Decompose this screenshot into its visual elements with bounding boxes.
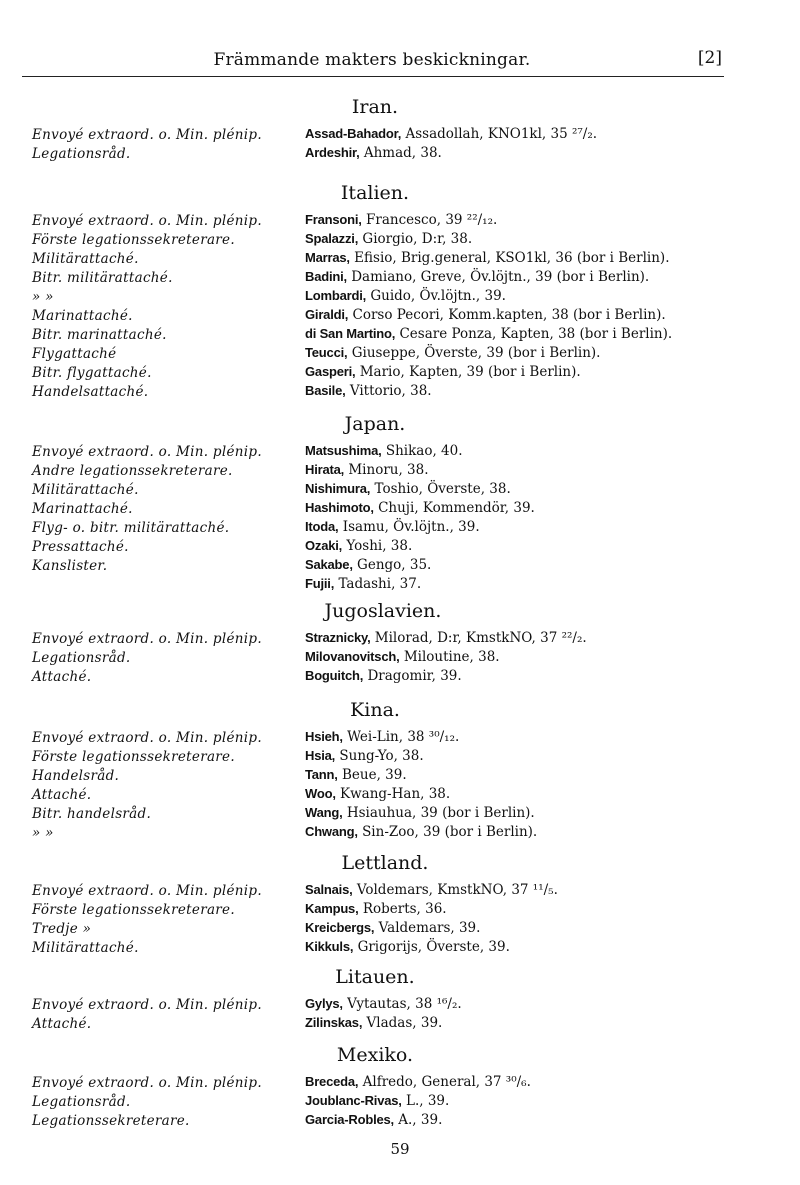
country-heading: Lettland. xyxy=(341,852,429,874)
person-details: L., 39. xyxy=(406,1093,450,1109)
person-entry xyxy=(305,143,745,162)
person-entry xyxy=(305,803,745,822)
person-details: Giuseppe, Överste, 39 (bor i Berlin). xyxy=(351,345,601,361)
person-surname: Joublanc-Rivas, xyxy=(305,1093,402,1108)
person-surname: Nishimura, xyxy=(305,481,371,496)
person-entry xyxy=(305,937,745,956)
person-details: Shikao, 40. xyxy=(385,443,463,459)
person-surname: Fransoni, xyxy=(305,212,362,227)
person-surname: Hirata, xyxy=(305,462,345,477)
diplomatic-title: Pressattaché. xyxy=(32,539,129,555)
diplomatic-title: Envoyé extraord. o. Min. plénip. xyxy=(32,730,262,746)
diplomatic-title: Andre legationssekreterare. xyxy=(32,463,233,479)
person-surname: Boguitch, xyxy=(305,668,364,683)
person-details: Minoru, 38. xyxy=(348,462,429,478)
person-entry xyxy=(305,784,745,803)
diplomatic-title: Förste legationssekreterare. xyxy=(32,749,235,765)
person-entry xyxy=(305,727,745,746)
person-surname: Itoda, xyxy=(305,519,339,534)
diplomatic-title: Legationsråd. xyxy=(32,650,131,666)
person-surname: Hsieh, xyxy=(305,729,343,744)
person-entry xyxy=(305,305,745,324)
diplomatic-title: Envoyé extraord. o. Min. plénip. xyxy=(32,997,262,1013)
person-entry xyxy=(305,536,745,555)
person-surname: Ardeshir, xyxy=(305,145,360,160)
person-surname: Badini, xyxy=(305,269,347,284)
diplomatic-title: Attaché. xyxy=(32,787,92,803)
person-details: Kwang-Han, 38. xyxy=(340,786,451,802)
person-entry xyxy=(305,628,745,647)
running-title: Främmande makters beskickningar. xyxy=(213,50,531,70)
names-column xyxy=(305,994,745,1032)
person-entry xyxy=(305,1110,745,1129)
page-number: 59 xyxy=(390,1140,410,1158)
person-details: Milorad, D:r, KmstkNO, 37 ²²/₂. xyxy=(374,630,587,646)
country-heading: Japan. xyxy=(344,413,406,435)
person-entry xyxy=(305,498,745,517)
diplomatic-title: Flygattaché xyxy=(32,346,117,362)
person-details: Wei-Lin, 38 ³⁰/₁₂. xyxy=(347,729,460,745)
diplomatic-title: Flyg- o. bitr. militärattaché. xyxy=(32,520,230,536)
person-entry xyxy=(305,441,745,460)
person-entry xyxy=(305,822,745,841)
names-column xyxy=(305,628,745,685)
person-surname: Basile, xyxy=(305,383,346,398)
diplomatic-title: Envoyé extraord. o. Min. plénip. xyxy=(32,1075,262,1091)
person-surname: Zilinskas, xyxy=(305,1015,363,1030)
person-entry xyxy=(305,1013,745,1032)
diplomatic-title: Handelsattaché. xyxy=(32,384,149,400)
person-details: Sung-Yo, 38. xyxy=(339,748,424,764)
person-details: Mario, Kapten, 39 (bor i Berlin). xyxy=(359,364,581,380)
names-column xyxy=(305,727,745,841)
person-details: Efisio, Brig.general, KSO1kl, 36 (bor i Berlin). xyxy=(354,250,670,266)
diplomatic-title: Attaché. xyxy=(32,1016,92,1032)
person-details: Valdemars, 39. xyxy=(378,920,481,936)
diplomatic-title: Förste legationssekreterare. xyxy=(32,902,235,918)
person-surname: Giraldi, xyxy=(305,307,349,322)
person-surname: Kikkuls, xyxy=(305,939,354,954)
person-details: A., 39. xyxy=(398,1112,443,1128)
title-column xyxy=(32,212,302,402)
person-entry xyxy=(305,574,745,593)
diplomatic-title: Handelsråd. xyxy=(32,768,120,784)
person-entry xyxy=(305,1072,745,1091)
person-details: Toshio, Överste, 38. xyxy=(374,481,511,497)
country-heading: Iran. xyxy=(351,96,399,118)
person-details: Grigorijs, Överste, 39. xyxy=(357,939,510,955)
country-heading: Kina. xyxy=(350,699,400,721)
names-column xyxy=(305,441,745,593)
diplomatic-title: Envoyé extraord. o. Min. plénip. xyxy=(32,631,262,647)
person-entry xyxy=(305,286,745,305)
person-surname: Ozaki, xyxy=(305,538,343,553)
diplomatic-title: Marinattaché. xyxy=(32,501,133,517)
person-entry xyxy=(305,479,745,498)
country-heading: Italien. xyxy=(340,182,410,204)
person-entry xyxy=(305,229,745,248)
diplomatic-title: Förste legationssekreterare. xyxy=(32,232,235,248)
person-details: Vytautas, 38 ¹⁶/₂. xyxy=(347,996,462,1012)
person-entry xyxy=(305,994,745,1013)
diplomatic-title: Militärattaché. xyxy=(32,251,139,267)
person-details: Roberts, 36. xyxy=(362,901,447,917)
person-details: Alfredo, General, 37 ³⁰/₆. xyxy=(362,1074,531,1090)
person-details: Francesco, 39 ²²/₁₂. xyxy=(366,212,498,228)
person-entry xyxy=(305,248,745,267)
diplomatic-title: » » xyxy=(32,825,54,841)
person-details: Gengo, 35. xyxy=(357,557,432,573)
diplomatic-title: Envoyé extraord. o. Min. plénip. xyxy=(32,444,262,460)
person-surname: Gasperi, xyxy=(305,364,356,379)
person-entry xyxy=(305,1091,745,1110)
person-entry xyxy=(305,517,745,536)
diplomatic-title: Militärattaché. xyxy=(32,482,139,498)
person-details: Dragomir, 39. xyxy=(367,668,462,684)
person-entry xyxy=(305,124,745,143)
person-surname: Kreicbergs, xyxy=(305,920,375,935)
person-surname: Chwang, xyxy=(305,824,358,839)
title-column xyxy=(32,996,302,1034)
person-entry xyxy=(305,362,745,381)
person-surname: Tann, xyxy=(305,767,338,782)
person-details: Tadashi, 37. xyxy=(338,576,422,592)
person-surname: Gylys, xyxy=(305,996,343,1011)
person-surname: Fujii, xyxy=(305,576,335,591)
person-entry xyxy=(305,267,745,286)
names-column xyxy=(305,210,745,400)
diplomatic-title: Bitr. marinattaché. xyxy=(32,327,167,343)
person-details: Sin-Zoo, 39 (bor i Berlin). xyxy=(362,824,538,840)
person-surname: Assad-Bahador, xyxy=(305,126,402,141)
country-heading: Jugoslavien. xyxy=(324,600,442,622)
person-details: Chuji, Kommendör, 39. xyxy=(378,500,535,516)
person-entry xyxy=(305,666,745,685)
person-entry xyxy=(305,918,745,937)
person-surname: Teucci, xyxy=(305,345,348,360)
person-details: Miloutine, 38. xyxy=(403,649,500,665)
diplomatic-title: Bitr. militärattaché. xyxy=(32,270,173,286)
diplomatic-title: Legationssekreterare. xyxy=(32,1113,190,1129)
person-surname: Matsushima, xyxy=(305,443,382,458)
person-entry xyxy=(305,555,745,574)
header-rule xyxy=(22,76,724,77)
title-column xyxy=(32,630,302,687)
names-column xyxy=(305,124,745,162)
person-details: Hsiauhua, 39 (bor i Berlin). xyxy=(346,805,535,821)
diplomatic-title: Bitr. flygattaché. xyxy=(32,365,152,381)
person-surname: Salnais, xyxy=(305,882,353,897)
person-surname: Kampus, xyxy=(305,901,359,916)
person-surname: Marras, xyxy=(305,250,350,265)
person-entry xyxy=(305,324,745,343)
page-reference: [2] xyxy=(697,48,722,68)
person-details: Beue, 39. xyxy=(342,767,407,783)
title-column xyxy=(32,882,302,958)
person-details: Vladas, 39. xyxy=(366,1015,443,1031)
diplomatic-title: Tredje » xyxy=(32,921,92,937)
diplomatic-title: Marinattaché. xyxy=(32,308,133,324)
diplomatic-title: Envoyé extraord. o. Min. plénip. xyxy=(32,883,262,899)
diplomatic-title: Militärattaché. xyxy=(32,940,139,956)
diplomatic-title: Envoyé extraord. o. Min. plénip. xyxy=(32,127,262,143)
person-surname: Sakabe, xyxy=(305,557,353,572)
person-surname: Milovanovitsch, xyxy=(305,649,400,664)
country-heading: Mexiko. xyxy=(336,1044,414,1066)
person-details: Ahmad, 38. xyxy=(363,145,442,161)
person-entry xyxy=(305,343,745,362)
diplomatic-title: » » xyxy=(32,289,54,305)
person-details: Assadollah, KNO1kl, 35 ²⁷/₂. xyxy=(405,126,598,142)
person-entry xyxy=(305,746,745,765)
person-entry xyxy=(305,880,745,899)
names-column xyxy=(305,880,745,956)
person-entry xyxy=(305,210,745,229)
person-details: Giorgio, D:r, 38. xyxy=(362,231,473,247)
person-details: Damiano, Greve, Öv.löjtn., 39 (bor i Berlin). xyxy=(351,269,650,285)
person-surname: Hashimoto, xyxy=(305,500,374,515)
diplomatic-title: Bitr. handelsråd. xyxy=(32,806,152,822)
person-entry xyxy=(305,460,745,479)
title-column xyxy=(32,729,302,843)
person-surname: Spalazzi, xyxy=(305,231,359,246)
person-surname: di San Martino, xyxy=(305,326,396,341)
diplomatic-title: Attaché. xyxy=(32,669,92,685)
title-column xyxy=(32,1074,302,1131)
person-entry xyxy=(305,647,745,666)
person-details: Isamu, Öv.löjtn., 39. xyxy=(342,519,480,535)
names-column xyxy=(305,1072,745,1129)
page-header xyxy=(22,48,722,76)
person-details: Vittorio, 38. xyxy=(349,383,432,399)
person-entry xyxy=(305,765,745,784)
person-details: Corso Pecori, Komm.kapten, 38 (bor i Berlin). xyxy=(352,307,666,323)
diplomatic-title: Legationsråd. xyxy=(32,1094,131,1110)
title-column xyxy=(32,126,302,164)
person-surname: Hsia, xyxy=(305,748,336,763)
person-surname: Woo, xyxy=(305,786,336,801)
country-heading: Litauen. xyxy=(335,966,415,988)
person-surname: Breceda, xyxy=(305,1074,359,1089)
person-surname: Straznicky, xyxy=(305,630,371,645)
diplomatic-title: Kanslister. xyxy=(32,558,108,574)
title-column xyxy=(32,443,302,576)
diplomatic-title: Legationsråd. xyxy=(32,146,131,162)
person-details: Yoshi, 38. xyxy=(346,538,413,554)
person-surname: Lombardi, xyxy=(305,288,367,303)
person-details: Cesare Ponza, Kapten, 38 (bor i Berlin). xyxy=(399,326,673,342)
person-entry xyxy=(305,899,745,918)
person-details: Guido, Öv.löjtn., 39. xyxy=(370,288,506,304)
person-details: Voldemars, KmstkNO, 37 ¹¹/₅. xyxy=(356,882,558,898)
person-surname: Garcia-Robles, xyxy=(305,1112,394,1127)
person-surname: Wang, xyxy=(305,805,343,820)
diplomatic-title: Envoyé extraord. o. Min. plénip. xyxy=(32,213,262,229)
person-entry xyxy=(305,381,745,400)
